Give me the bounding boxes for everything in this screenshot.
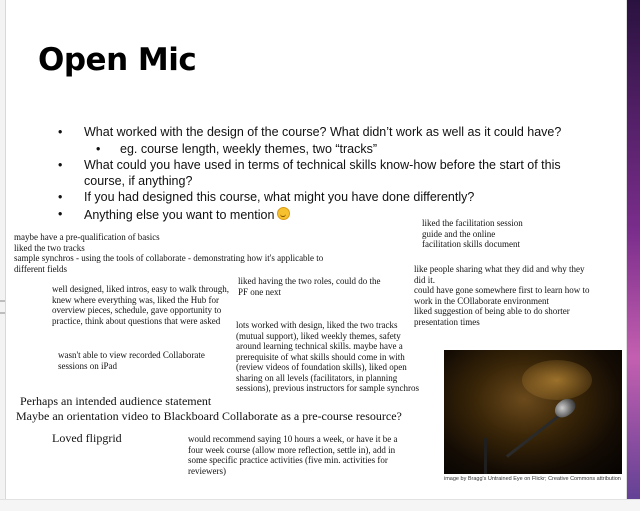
bullet-item: • What could you have used in terms of technical skills know-how before the start of this course, if anything? [58, 158, 578, 189]
note-orientation: Maybe an orientation video to Blackboard Collaborate as a pre-course resource? [16, 409, 402, 423]
mic-stand-pole [484, 438, 487, 474]
desktop-background-strip [626, 0, 640, 511]
slide-title: Open Mic [38, 42, 197, 78]
bottom-status-bar [0, 499, 640, 511]
mic-stand-arm [506, 412, 563, 457]
note-facilitation: liked the facilitation session guide and the online facilitation skills document [422, 218, 523, 249]
bullet-item: • What worked with the design of the course? What didn’t work as well as it could have? [58, 125, 578, 141]
note-two-roles: liked having the two roles, could do the PF one next [238, 276, 381, 297]
smiley-face-icon [277, 207, 290, 220]
edge-tick [0, 312, 5, 314]
note-prequal: maybe have a pre-qualification of basics liked the two tracks sample synchros - using the tools of collaborate - demonstrating how it's applicable to different fields [14, 232, 324, 274]
bullet-text: Anything else you want to mention [84, 207, 275, 222]
note-people-sharing: like people sharing what they did and why they did it. could have gone somewhere first to learn how to work in the COllaborate environment liked suggestion of being able to do shorter presentation times [414, 264, 590, 327]
note-lots-worked: lots worked with design, liked the two tracks (mutual support), liked weekly themes, safety around learning technical skills. maybe have a prerequisite of what skills should come in with (review videos of foundation skills), liked open sharing on all levels (facilitators, in planning sessions), previous instructors for sample synchros [236, 320, 419, 393]
note-ipad: wasn't able to view recorded Collaborate sessions on iPad [58, 350, 205, 371]
sub-bullet-item: • eg. course length, weekly themes, two “tracks” [58, 142, 578, 158]
note-flipgrid: Loved flipgrid [52, 431, 122, 445]
edge-tick [0, 300, 5, 302]
note-well-designed: well designed, liked intros, easy to walk through, knew where everything was, liked the Hub for overview pieces, schedule, gave opportunity to practice, think about questions that were asked [52, 284, 229, 326]
question-list [58, 125, 578, 224]
stage-light [522, 360, 592, 400]
note-hours: would recommend saying 10 hours a week, or have it be a four week course (allow more reflection, settle in), add in some specific practice activities (five min. activities for reviewers) [188, 434, 398, 476]
note-audience: Perhaps an intended audience statement [20, 394, 212, 408]
image-credit: image by Bragg's Untrained Eye on Flickr; Creative Commons attribution [444, 476, 621, 482]
bullet-item: • If you had designed this course, what might you have done differently? [58, 190, 578, 206]
microphone-photo [444, 350, 622, 474]
